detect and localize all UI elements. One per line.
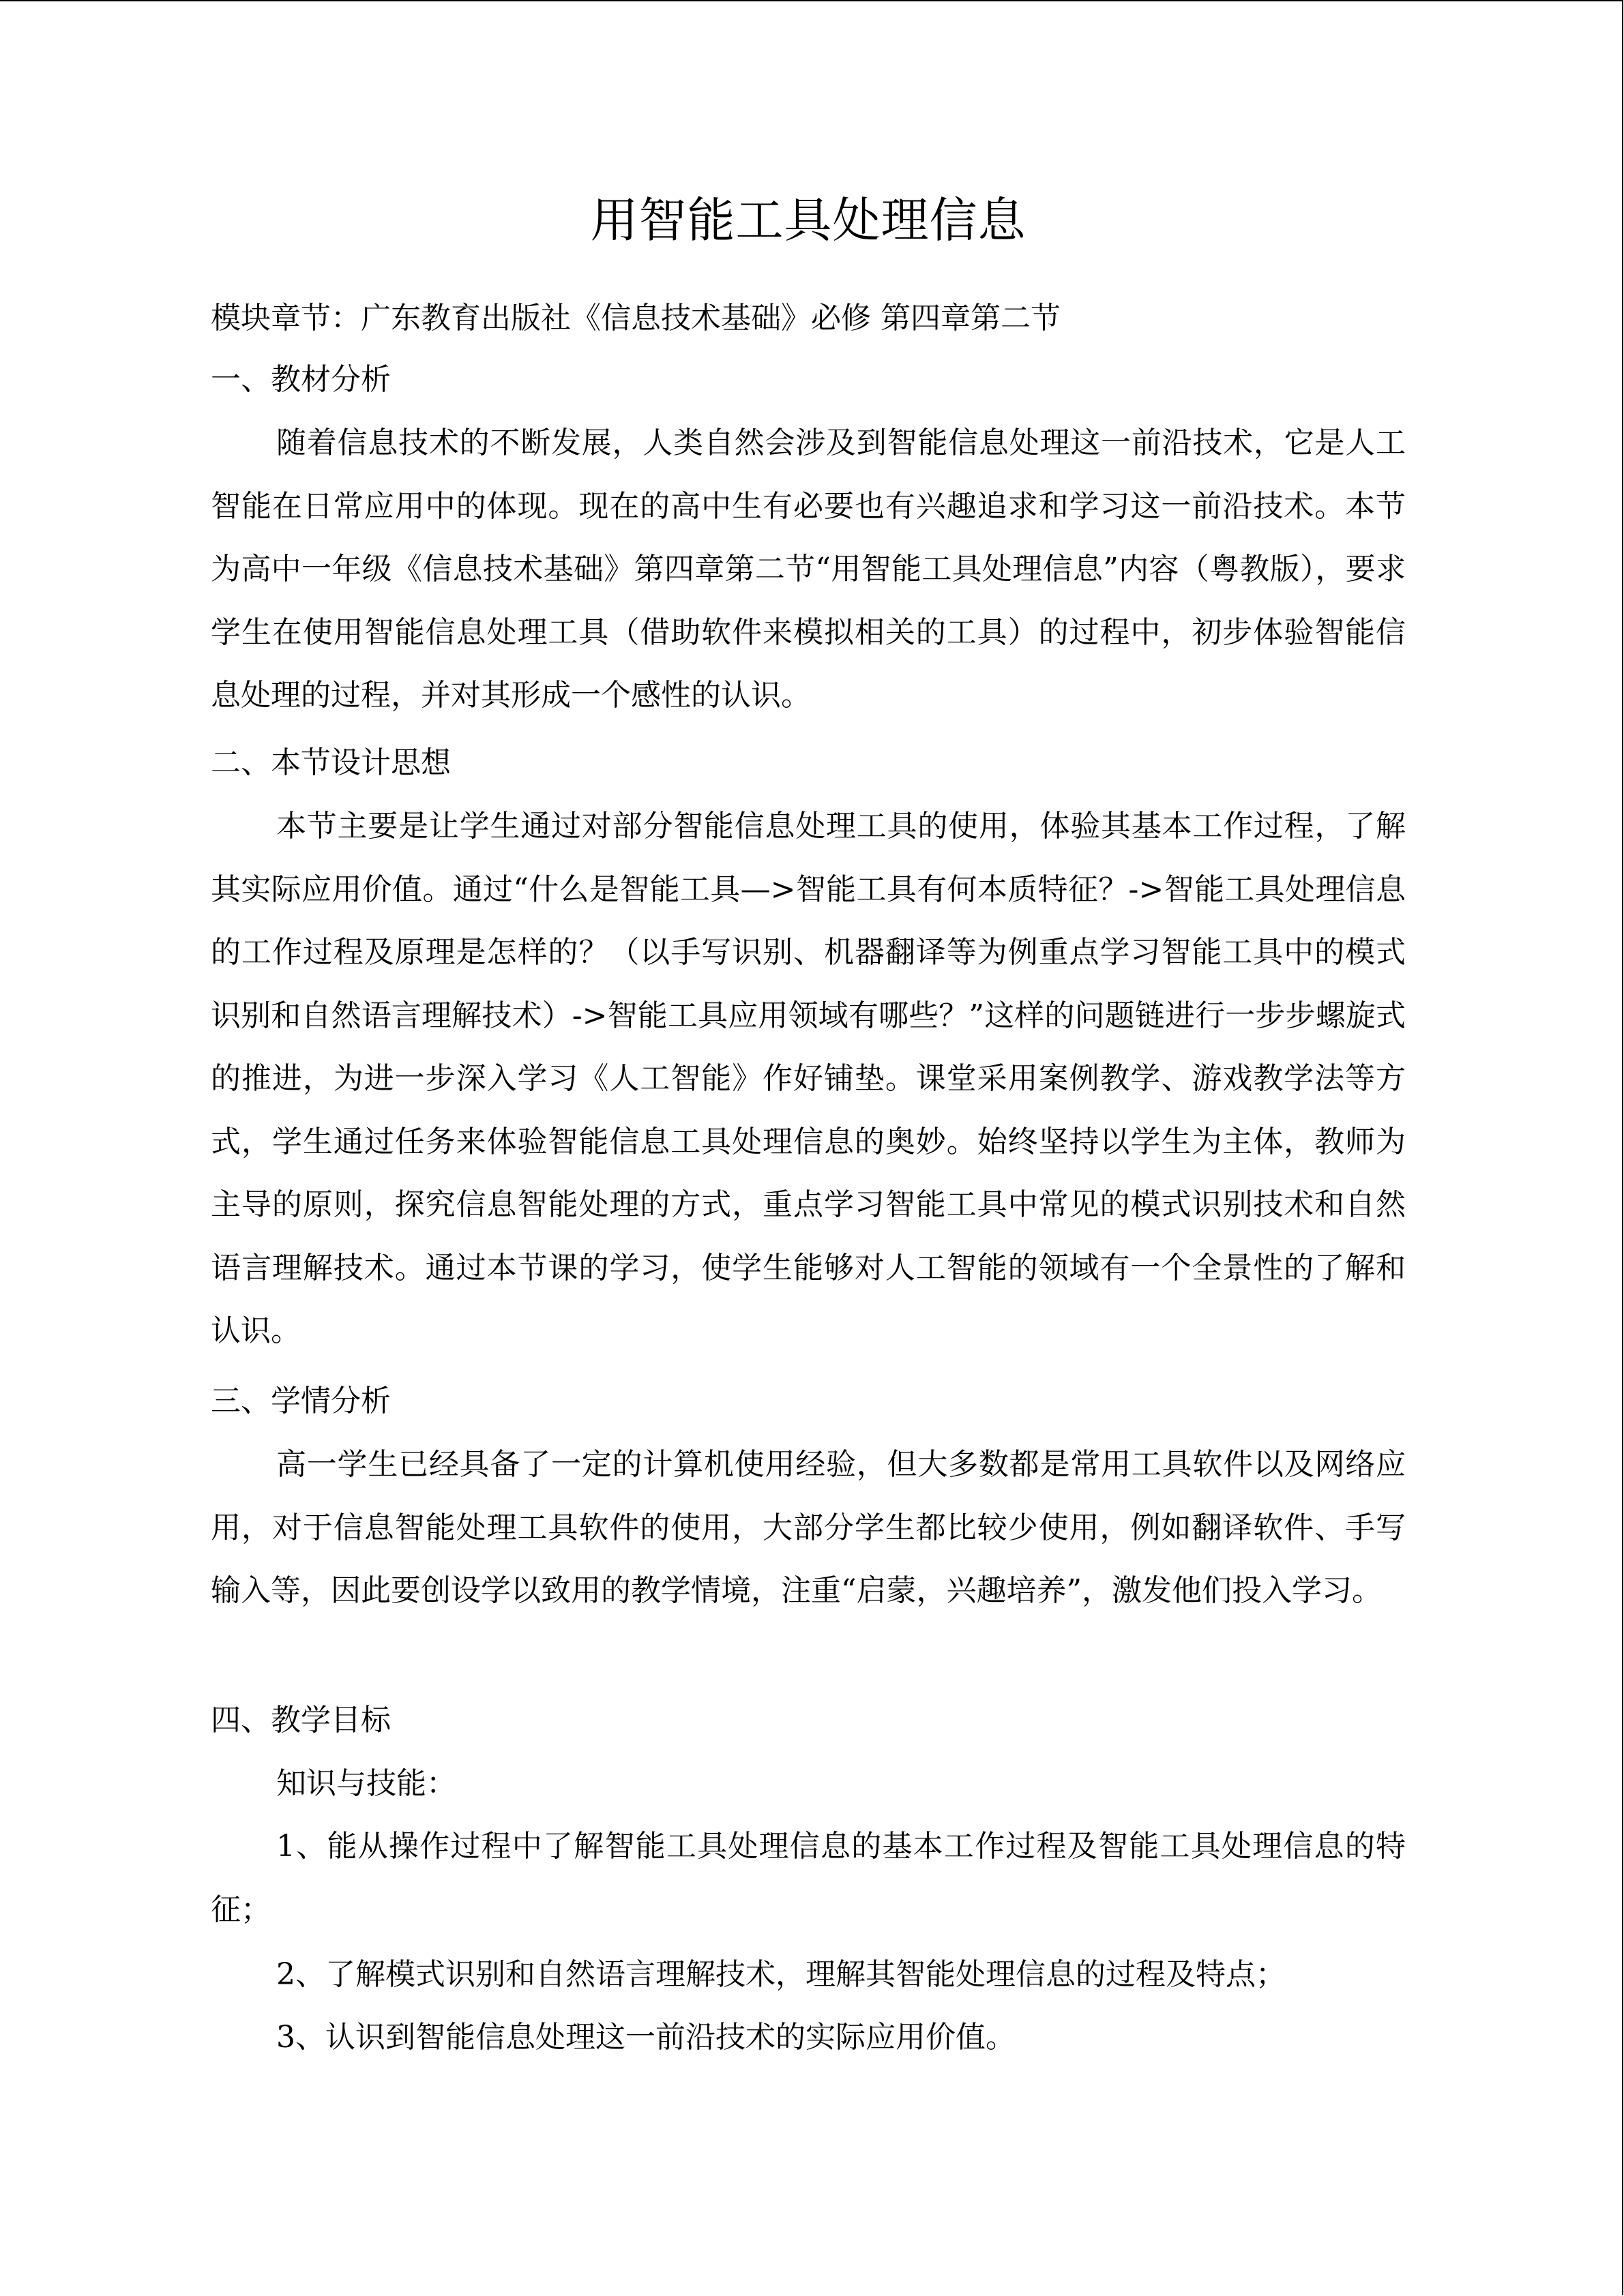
goal-item: 2、了解模式识别和自然语言理解技术，理解其智能处理信息的过程及特点；: [276, 1957, 1286, 1992]
section-heading-design-idea: 二、本节设计思想: [211, 745, 451, 780]
goal-item: 3、认识到智能信息处理这一前沿技术的实际应用价值。: [276, 2020, 1016, 2055]
goals-subheading: 知识与技能：: [276, 1766, 456, 1801]
document-title: 用智能工具处理信息: [590, 192, 1027, 248]
module-chapter-line: 模块章节：广东教育出版社《信息技术基础》必修 第四章第二节: [211, 301, 1061, 336]
section-heading-student-analysis: 三、学情分析: [211, 1384, 391, 1418]
section-paragraph-textbook-analysis: 随着信息技术的不断发展，人类自然会涉及到智能信息处理这一前沿技术，它是人工智能在日常应用中的体现。现在的高中生有必要也有兴趣追求和学习这一前沿技术。本节为高中一年级《信息技术基础》第四章第二节“用智能工具处理信息”内容（粤教版），要求学生在使用智能信息处理工具（借助软件来模拟相关的工具）的过程中，初步体验智能信息处理的过程，并对其形成一个感性的认识。: [211, 426, 1406, 713]
section-heading-teaching-goals: 四、教学目标: [211, 1703, 391, 1738]
goal-item: 1、能从操作过程中了解智能工具处理信息的基本工作过程及智能工具处理信息的特征；: [211, 1829, 1406, 1927]
section-paragraph-design-idea: 本节主要是让学生通过对部分智能信息处理工具的使用，体验其基本工作过程，了解其实际应用价值。通过“什么是智能工具—>智能工具有何本质特征？->智能工具处理信息的工作过程及原理是怎样的？（以手写识别、机器翻译等为例重点学习智能工具中的模式识别和自然语言理解技术）->智能工具应用领域有哪些？”这样的问题链进行一步步螺旋式的推进，为进一步深入学习《人工智能》作好铺垫。课堂采用案例教学、游戏教学法等方式，学生通过任务来体验智能信息工具处理信息的奥妙。始终坚持以学生为主体，教师为主导的原则，探究信息智能处理的方式，重点学习智能工具中常见的模式识别技术和自然语言理解技术。通过本节课的学习，使学生能够对人工智能的领域有一个全景性的了解和认识。: [211, 809, 1406, 1348]
section-heading-textbook-analysis: 一、教材分析: [211, 362, 391, 397]
section-paragraph-student-analysis: 高一学生已经具备了一定的计算机使用经验，但大多数都是常用工具软件以及网络应用，对于信息智能处理工具软件的使用，大部分学生都比较少使用，例如翻译软件、手写输入等，因此要创设学以致用的教学情境，注重“启蒙，兴趣培养”，激发他们投入学习。: [211, 1447, 1406, 1608]
